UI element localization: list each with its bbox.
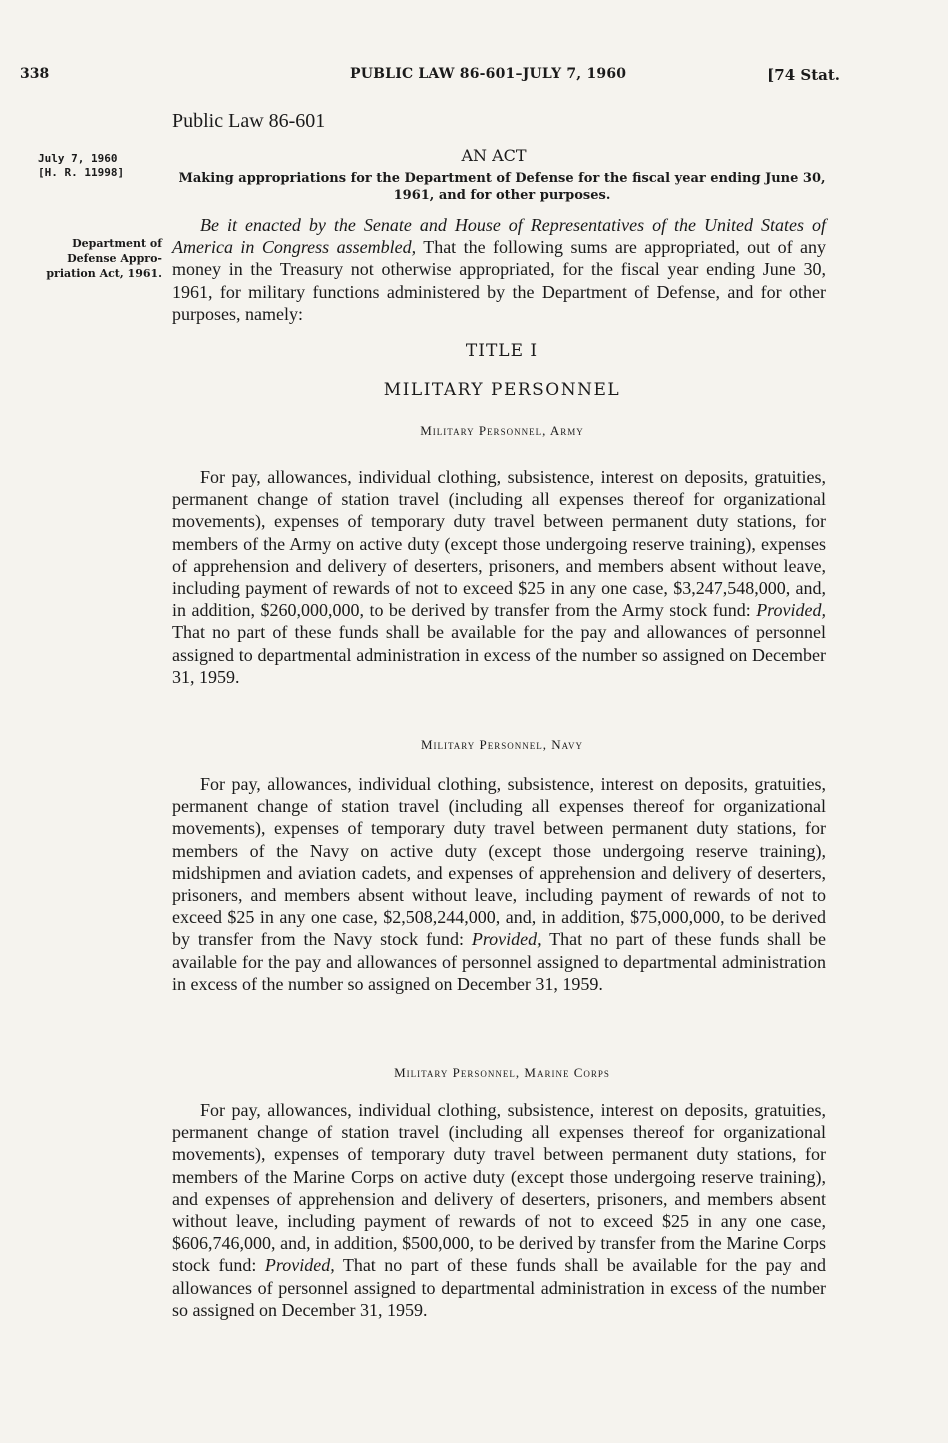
margin-date-note <box>38 152 124 180</box>
act-label: AN ACT <box>461 146 527 165</box>
margin-dept-line3: priation Act, 1961. <box>46 267 162 280</box>
enacting-clause <box>172 214 826 325</box>
margin-dept-line2: Defense Appro- <box>67 252 162 265</box>
paragraph-army <box>172 466 826 688</box>
section-heading-navy: Military Personnel, Navy <box>420 737 584 752</box>
enacting-text: That the following sums are appropriated, out of any money in the Treasury not otherwise appropriated, for the fiscal year ending June 30, 1961, for military functions administered by the Department of Defense, and for other purposes, namely: <box>172 237 826 324</box>
military-personnel-heading: MILITARY PERSONNEL <box>383 380 621 400</box>
navy-text-b: That no part of these funds shall be available for the pay and allowances of personnel assigned to departmental administration in excess of the number so assigned on December 31, 1959. <box>172 929 826 994</box>
section-heading-army: Military Personnel, Army <box>420 423 584 438</box>
navy-provided: Provided, <box>471 929 542 950</box>
running-header <box>20 66 840 88</box>
margin-dept-line1: Department of <box>72 237 162 250</box>
page-number: 338 <box>20 66 50 82</box>
marine-text-b: That no part of these funds shall be available for the pay and allowances of personnel assigned to departmental administration in excess of the number so assigned on December 31, 1959. <box>172 1255 826 1320</box>
volume-reference: [74 Stat. <box>767 66 840 84</box>
navy-text-a: For pay, allowances, individual clothing, subsistence, interest on deposits, gratuities, permanent change of station travel (including all expenses thereof for organizational movements), expenses of temporary duty travel between permanent duty stations, for members of the Navy on active duty (except those undergoing reserve training), midshipmen and aviation cadets, and expenses of apprehension and delivery of deserters, prisoners, and members absent without leave, including payment of rewards of not to exceed $25 in any one case, $2,508,244,000, and, in addition, $75,000,000, to be derived by transfer from the Navy stock fund: <box>172 774 826 950</box>
army-text-b: That no part of these funds shall be available for the pay and allowances of personnel assigned to departmental administration in excess of the number so assigned on December 31, 1959. <box>172 622 826 687</box>
title-heading: TITLE I <box>465 341 539 361</box>
running-title: PUBLIC LAW 86-601–JULY 7, 1960 <box>350 66 627 82</box>
margin-date: July 7, 1960 <box>38 152 118 165</box>
section-heading-marine-corps: Military Personnel, Marine Corps <box>394 1065 610 1080</box>
marine-text-a: For pay, allowances, individual clothing, subsistence, interest on deposits, gratuities, permanent change of station travel (including all expenses thereof for organizational movements), expenses of temporary duty travel between permanent duty stations, for members of the Marine Corps on active duty (except those undergoing reserve training), and expenses of apprehension and delivery of deserters, prisoners, and members absent without leave, including payment of rewards of not to exceed $25 in any one case, $606,746,000, and, in addition, $500,000, to be derived by transfer from the Marine Corps stock fund: <box>172 1100 826 1276</box>
margin-dept-note <box>22 236 162 281</box>
paragraph-marine-corps <box>172 1099 826 1321</box>
enacting-italic: Be it enacted by the Senate and House of Representatives of the United States of America in Congress assembled, <box>172 215 826 258</box>
margin-bill: [H. R. 11998] <box>38 166 125 179</box>
marine-provided: Provided, <box>264 1255 335 1276</box>
paragraph-navy <box>172 773 826 995</box>
act-subtitle: Making appropriations for the Department of Defense for the fiscal year ending June 30, 1961, and for other purposes. <box>178 171 826 203</box>
law-title: Public Law 86-601 <box>172 110 326 132</box>
army-provided: Provided, <box>756 600 826 621</box>
army-text-a: For pay, allowances, individual clothing, subsistence, interest on deposits, gratuities, permanent change of station travel (including all expenses thereof for organizational movements), expenses of temporary duty travel between permanent duty stations, for members of the Army on active duty (except those undergoing reserve training), expenses of apprehension and delivery of deserters, prisoners, and members absent without leave, including payment of rewards of not to exceed $25 in any one case, $3,247,548,000, and, in addition, $260,000,000, to be derived by transfer from the Army stock fund: <box>172 467 826 621</box>
